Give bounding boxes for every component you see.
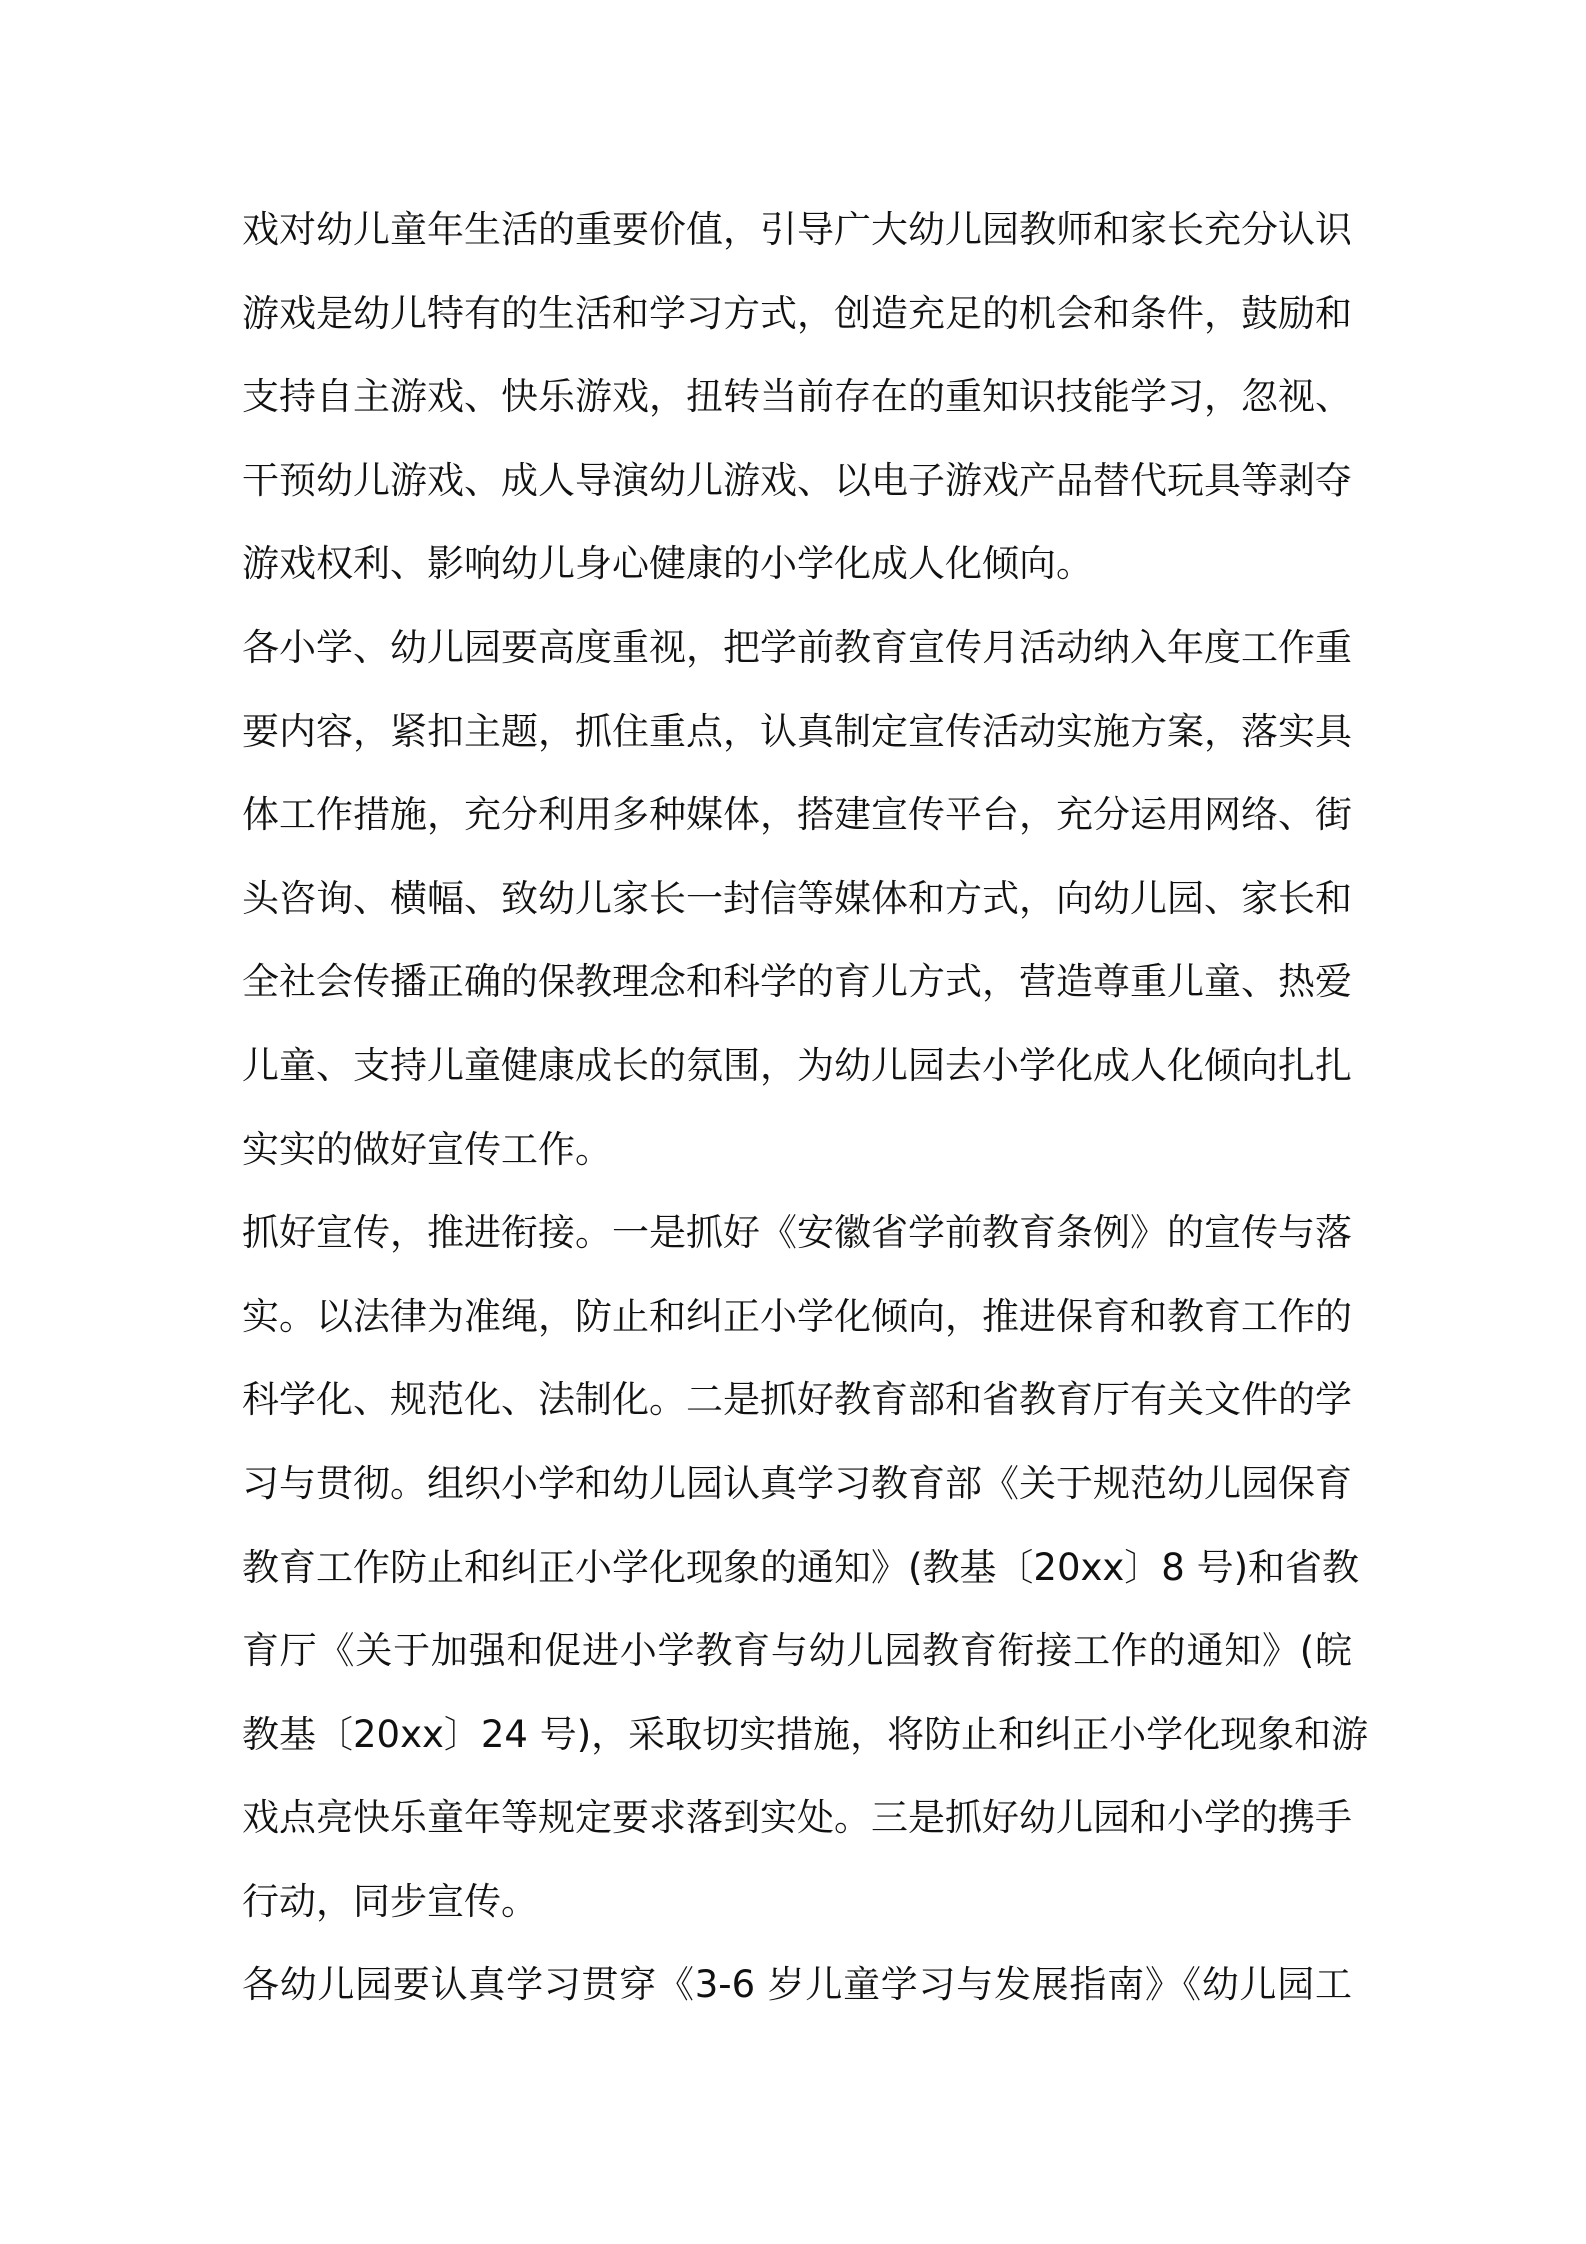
text-line: 要内容，紧扣主题，抓住重点，认真制定宣传活动实施方案，落实具 <box>242 709 1352 753</box>
text-line: 头咨询、横幅、致幼儿家长一封信等媒体和方式，向幼儿园、家长和 <box>242 876 1352 920</box>
body-text <box>242 188 1369 2027</box>
text-line: 各幼儿园要认真学习贯穿《3-6 岁儿童学习与发展指南》《幼儿园工 <box>242 1963 1352 2007</box>
text-line: 教育工作防止和纠正小学化现象的通知》(教基〔20xx〕8 号)和省教 <box>242 1545 1360 1589</box>
text-line: 各小学、幼儿园要高度重视，把学前教育宣传月活动纳入年度工作重 <box>242 625 1352 669</box>
text-line: 戏对幼儿童年生活的重要价值，引导广大幼儿园教师和家长充分认识 <box>242 208 1352 251</box>
text-line: 干预幼儿游戏、成人导演幼儿游戏、以电子游戏产品替代玩具等剥夺 <box>242 458 1352 502</box>
text-line: 实实的做好宣传工作。 <box>242 1127 612 1171</box>
text-line: 游戏权利、影响幼儿身心健康的小学化成人化倾向。 <box>242 542 1093 586</box>
text-line: 科学化、规范化、法制化。二是抓好教育部和省教育厅有关文件的学 <box>242 1378 1352 1422</box>
text-line: 儿童、支持儿童健康成长的氛围，为幼儿园去小学化成人化倾向扎扎 <box>242 1043 1352 1087</box>
text-line: 行动，同步宣传。 <box>242 1879 538 1923</box>
text-line: 育厅《关于加强和促进小学教育与幼儿园教育衔接工作的通知》(皖 <box>242 1629 1352 1673</box>
text-line: 教基〔20xx〕24 号)，采取切实措施，将防止和纠正小学化现象和游 <box>242 1712 1369 1756</box>
text-line: 体工作措施，充分利用多种媒体，搭建宣传平台，充分运用网络、街 <box>242 793 1352 837</box>
text-line: 支持自主游戏、快乐游戏，扭转当前存在的重知识技能学习，忽视、 <box>242 375 1352 419</box>
text-line: 抓好宣传，推进衔接。一是抓好《安徽省学前教育条例》的宣传与落 <box>242 1211 1352 1255</box>
text-line: 习与贯彻。组织小学和幼儿园认真学习教育部《关于规范幼儿园保育 <box>242 1461 1352 1505</box>
text-line: 游戏是幼儿特有的生活和学习方式，创造充足的机会和条件，鼓励和 <box>242 291 1352 335</box>
text-line: 实。以法律为准绳，防止和纠正小学化倾向，推进保育和教育工作的 <box>242 1294 1352 1338</box>
text-line: 全社会传播正确的保教理念和科学的育儿方式，营造尊重儿童、热爱 <box>242 960 1352 1004</box>
text-line: 戏点亮快乐童年等规定要求落到实处。三是抓好幼儿园和小学的携手 <box>242 1796 1352 1840</box>
